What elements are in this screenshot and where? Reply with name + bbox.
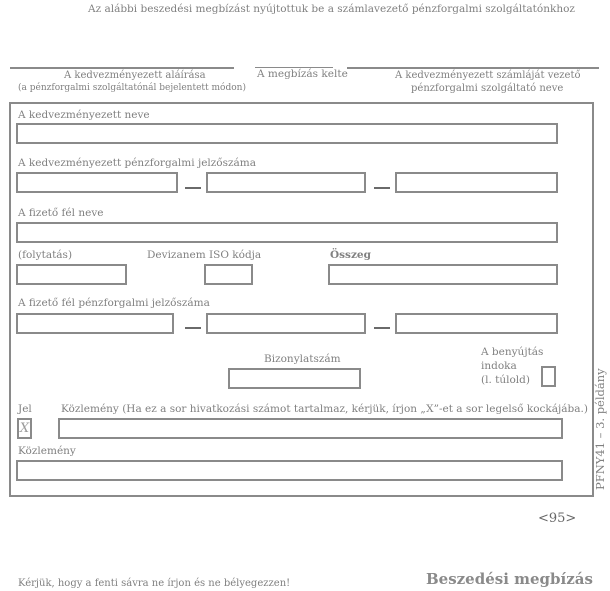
document-number-field[interactable] <box>228 368 361 389</box>
flag-label: Jel <box>18 403 32 415</box>
beneficiary-account-part2[interactable] <box>206 172 366 193</box>
signature-label: A kedvezményezett aláírása <box>64 70 206 81</box>
bank-label-line2: pénzforgalmi szolgáltató neve <box>411 83 564 94</box>
order-date-label: A megbízás kelte <box>257 68 348 80</box>
remark-field[interactable] <box>16 460 563 481</box>
flag-checkbox[interactable] <box>17 418 32 439</box>
document-number-label: Bizonylatszám <box>264 353 341 365</box>
submission-reason-label-2: indoka <box>481 360 517 372</box>
payer-name-field[interactable] <box>16 222 558 243</box>
payer-account-part1[interactable] <box>16 313 174 334</box>
remark-hint: Közlemény (Ha ez a sor hivatkozási számot tartalmaz, kérjük, írjon „X”-et a sor legelső kockájába.) <box>61 403 588 415</box>
submission-reason-label-1: A benyújtás <box>481 346 544 358</box>
beneficiary-account-part3[interactable] <box>395 172 558 193</box>
intro-text: Az alábbi beszedési megbízást nyújtottuk be a számlavezető pénzforgalmi szolgáltatónkhoz <box>88 3 575 15</box>
beneficiary-name-field[interactable] <box>16 123 558 144</box>
submission-reason-checkbox[interactable] <box>541 366 556 387</box>
payer-name-label: A fizető fél neve <box>18 207 104 219</box>
remark-reference-field[interactable] <box>58 418 563 439</box>
account-separator <box>185 187 201 189</box>
side-form-code <box>593 366 607 490</box>
flag-x-mark: X <box>19 421 30 436</box>
side-form-code-text: PFNY41 – 3. példány <box>593 368 607 490</box>
beneficiary-account-label: A kedvezményezett pénzforgalmi jelzőszáma <box>18 157 257 169</box>
account-separator <box>185 327 201 329</box>
currency-field[interactable] <box>204 264 253 285</box>
account-separator <box>374 187 390 189</box>
remark-label: Közlemény <box>18 445 76 457</box>
page-number: <95> <box>538 511 577 526</box>
submission-reason-label-3: (l. túlold) <box>481 374 530 386</box>
footer-notice: Kérjük, hogy a fenti sávra ne írjon és ne bélyegezzen! <box>18 578 291 589</box>
signature-line <box>10 67 234 69</box>
currency-label: Devizanem ISO kódja <box>147 249 262 261</box>
form-title: Beszedési megbízás <box>426 570 593 588</box>
payer-account-part2[interactable] <box>206 313 366 334</box>
bank-label-line1: A kedvezményezett számláját vezető <box>395 70 581 81</box>
beneficiary-account-part1[interactable] <box>16 172 178 193</box>
account-separator <box>374 327 390 329</box>
continuation-field[interactable] <box>16 264 127 285</box>
payer-account-part3[interactable] <box>395 313 558 334</box>
bank-line <box>347 67 599 69</box>
amount-label: Összeg <box>330 249 371 261</box>
amount-field[interactable] <box>328 264 558 285</box>
continuation-label: (folytatás) <box>18 249 73 261</box>
signature-sublabel: (a pénzforgalmi szolgáltatónál bejelentett módon) <box>18 83 246 93</box>
beneficiary-name-label: A kedvezményezett neve <box>18 109 150 121</box>
payer-account-label: A fizető fél pénzforgalmi jelzőszáma <box>18 297 210 309</box>
